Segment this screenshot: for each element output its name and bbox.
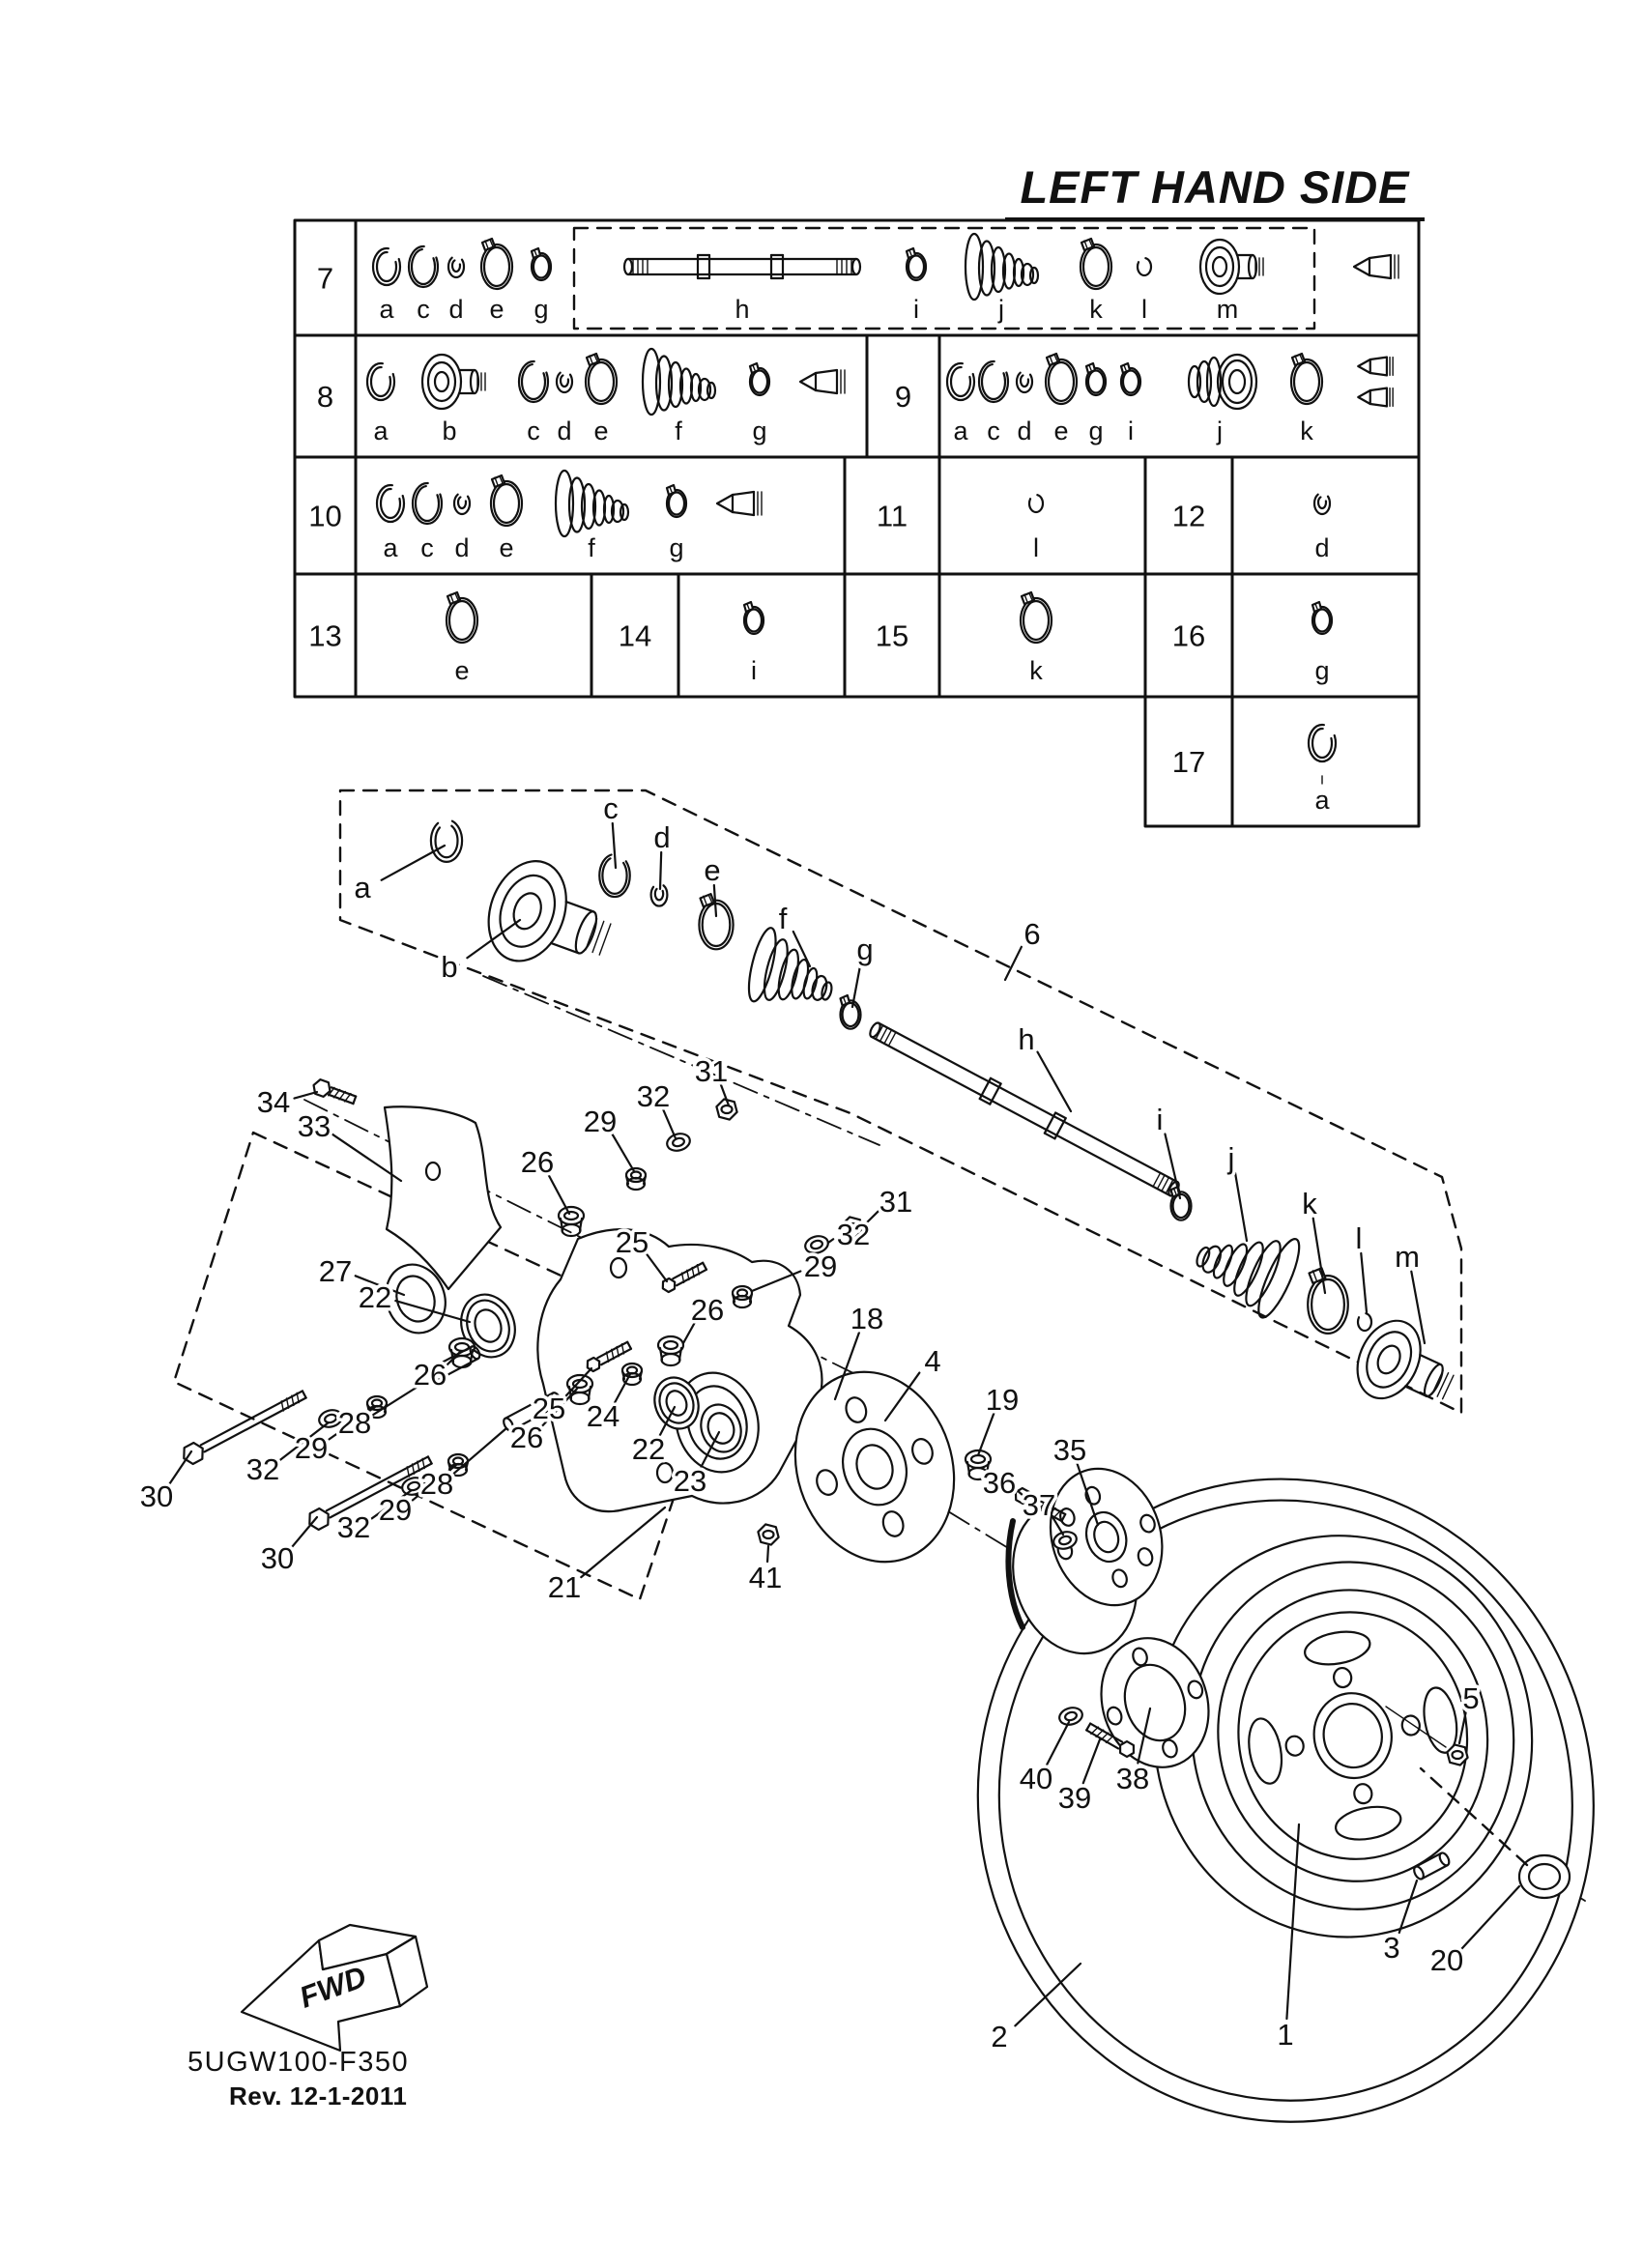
part-letter-label: k: [1029, 656, 1043, 685]
table-section-10: [295, 457, 845, 574]
part-letter-label: k: [1300, 416, 1313, 445]
table-section-9: [867, 335, 1419, 457]
part-letter-label: c: [987, 416, 1000, 445]
part-letter-label: j: [1217, 416, 1223, 445]
callout-label-29: 29: [583, 1105, 618, 1138]
table-row-number: 16: [1171, 618, 1206, 653]
part-letter-label: b: [442, 416, 457, 445]
part-icon-bigclamp: [1291, 354, 1322, 404]
part-letter-label: j: [998, 295, 1004, 324]
part-letter-label: i: [913, 295, 919, 324]
part-icon-clip: [1017, 371, 1032, 392]
callout-label-22: 22: [631, 1432, 666, 1466]
part-letter-label: d: [454, 533, 470, 562]
part-icon-clip: [557, 371, 572, 392]
part-icon-circlip: [377, 485, 404, 522]
table-row-number: 13: [308, 618, 342, 653]
callout-label-40: 40: [1019, 1762, 1053, 1795]
part-letter-label: f: [675, 416, 682, 445]
part-letter-label: f: [588, 533, 595, 562]
callout-label-4: 4: [924, 1344, 941, 1378]
callout-label-35: 35: [1052, 1433, 1087, 1467]
part-icon-bigclamp: [1021, 592, 1052, 643]
part-letter-label: i: [1128, 416, 1134, 445]
callout-label-37: 37: [1022, 1488, 1056, 1522]
callout-label-a: a: [354, 871, 371, 904]
callout-label-28: 28: [419, 1467, 454, 1501]
part-icon-circlip: [947, 363, 974, 400]
drawing-number: 5UGW100-F350: [187, 2047, 410, 2078]
callout-label-26: 26: [509, 1421, 544, 1454]
callout-label-29: 29: [294, 1431, 329, 1465]
callout-label-32: 32: [636, 1079, 671, 1113]
callout-label-36: 36: [982, 1466, 1017, 1500]
part-icon-smallclamp: [744, 602, 764, 634]
part-letter-label: e: [1053, 416, 1069, 445]
part-icon-tinyring: [1029, 495, 1043, 512]
callout-label-41: 41: [748, 1561, 783, 1594]
fwd-arrow-icon: [242, 1925, 427, 2051]
table-row-number: 7: [316, 261, 334, 296]
part-icon-tinyring: [1138, 258, 1151, 275]
part-icon-bigclamp: [586, 354, 617, 404]
table-row-number: 17: [1171, 745, 1206, 779]
callout-label-30: 30: [260, 1541, 295, 1575]
part-letter-label: i: [751, 656, 757, 685]
callout-label-32: 32: [336, 1510, 371, 1544]
part-letter-label: g: [1314, 656, 1330, 685]
table-section-7: [295, 220, 1419, 335]
parts-table: [295, 220, 1419, 826]
part-icon-bigclamp: [481, 239, 512, 289]
part-icon-bigclamp: [447, 592, 477, 643]
callout-label-23: 23: [673, 1464, 707, 1498]
part-icon-joint: [1200, 240, 1263, 294]
part-icon-snapring: [979, 361, 1008, 402]
part-letter-label: d: [1017, 416, 1032, 445]
table-row-number: 8: [316, 380, 334, 414]
part-icon-smallclamp: [1312, 602, 1332, 634]
part-letter-label: d: [448, 295, 464, 324]
part-icon-boot: [556, 471, 628, 536]
part-letter-label: m: [1216, 295, 1239, 324]
callout-label-33: 33: [297, 1109, 331, 1143]
callout-label-k: k: [1302, 1187, 1317, 1220]
part-icon-circlip: [367, 363, 394, 400]
table-section-8: [295, 335, 867, 457]
callout-label-f: f: [778, 902, 788, 935]
table-row-number: 15: [875, 618, 909, 653]
part-icon-clip: [454, 493, 470, 514]
callout-label-1: 1: [1277, 2018, 1294, 2052]
part-icon-clip: [1314, 493, 1330, 514]
table-row-number: 11: [876, 499, 908, 533]
part-icon-circlip: [1309, 725, 1336, 761]
table-section-11: [845, 457, 1145, 574]
callout-label-24: 24: [586, 1399, 620, 1433]
callout-label-b: b: [441, 950, 458, 984]
part-icon-bigclamp: [1081, 239, 1111, 289]
table-row-number: 9: [894, 380, 912, 414]
callout-label-22: 22: [358, 1280, 392, 1314]
callout-label-32: 32: [836, 1218, 871, 1251]
callout-label-31: 31: [694, 1054, 729, 1088]
callout-label-20: 20: [1429, 1943, 1464, 1977]
part-letter-label: k: [1089, 295, 1103, 324]
callout-label-l: l: [1355, 1221, 1363, 1255]
callout-label-c: c: [603, 791, 619, 825]
page-title: LEFT HAND SIDE: [1005, 160, 1425, 221]
callout-label-34: 34: [256, 1085, 291, 1119]
callout-label-i: i: [1156, 1103, 1164, 1136]
part-letter-label: c: [417, 295, 430, 324]
callout-label-d: d: [653, 820, 671, 854]
fwd-label: FWD: [295, 1959, 371, 2015]
part-icon-smallclamp: [750, 363, 769, 395]
callout-label-25: 25: [532, 1392, 566, 1425]
part-letter-label: e: [593, 416, 609, 445]
part-icon-nozzle: [1354, 255, 1398, 278]
part-letter-label: a: [373, 416, 389, 445]
part-icon-boot: [966, 234, 1038, 300]
part-letter-label: g: [752, 416, 767, 445]
revision-label: Rev. 12-1-2011: [229, 2081, 408, 2110]
callout-label-26: 26: [413, 1358, 447, 1392]
part-letter-label: a: [379, 295, 394, 324]
table-section-14: [591, 574, 845, 697]
part-letter-label: c: [527, 416, 540, 445]
part-letter-label: d: [1314, 533, 1330, 562]
part-icon-bigclamp: [491, 475, 522, 526]
part-icon-nozzle: [800, 370, 845, 393]
callout-label-6: 6: [1023, 917, 1041, 951]
callout-label-2: 2: [991, 2020, 1008, 2053]
part-letter-label: l: [1141, 295, 1147, 324]
part-letter-label: e: [489, 295, 504, 324]
part-letter-label: a: [383, 533, 398, 562]
callout-label-29: 29: [803, 1249, 838, 1283]
callout-label-27: 27: [318, 1254, 353, 1288]
part-icon-circlip: [373, 248, 400, 285]
part-icon-snapring: [519, 361, 548, 402]
callout-label-m: m: [1395, 1240, 1420, 1274]
part-letter-label: c: [420, 533, 434, 562]
part-letter-label: a: [1314, 786, 1330, 815]
part-letter-label: h: [735, 295, 750, 324]
callout-label-h: h: [1018, 1022, 1035, 1056]
table-section-16: [1145, 574, 1419, 697]
part-letter-label: d: [557, 416, 572, 445]
part-letter-label: l: [1033, 533, 1039, 562]
part-letter-label: a: [953, 416, 968, 445]
part-icon-smallclamp: [1121, 363, 1140, 395]
table-row-number: 10: [308, 499, 342, 533]
table-section-13: [295, 574, 591, 697]
part-icon-nozzle: [717, 492, 762, 515]
part-icon-smallclamp: [907, 248, 926, 280]
callout-label-26: 26: [520, 1145, 555, 1179]
table-section-12: [1145, 457, 1419, 574]
part-icon-bigclamp: [1046, 354, 1077, 404]
callout-label-25: 25: [615, 1225, 649, 1259]
callout-label-19: 19: [985, 1383, 1020, 1417]
part-letter-label: e: [499, 533, 514, 562]
callout-label-38: 38: [1115, 1762, 1150, 1795]
table-row-number: 12: [1171, 499, 1206, 533]
callout-label-26: 26: [690, 1293, 725, 1327]
callout-label-18: 18: [850, 1302, 884, 1335]
part-icon-clip: [448, 256, 464, 277]
part-icon-snapring: [409, 246, 438, 287]
part-icon-snapring: [413, 483, 442, 524]
callout-label-32: 32: [245, 1452, 280, 1486]
callout-label-e: e: [704, 853, 721, 887]
part-icon-smallclamp: [532, 248, 551, 280]
callout-label-g: g: [856, 933, 874, 966]
callout-label-5: 5: [1462, 1681, 1480, 1715]
callout-label-3: 3: [1383, 1931, 1400, 1965]
part-icon-shaft: [624, 255, 860, 278]
part-icon-smallclamp: [1086, 363, 1106, 395]
part-icon-nozzle2: [1358, 358, 1393, 407]
callout-label-21: 21: [547, 1570, 582, 1604]
callout-label-j: j: [1227, 1141, 1235, 1175]
table-section-17: [1145, 697, 1419, 826]
part-icon-boot: [643, 349, 715, 415]
part-letter-label: g: [669, 533, 684, 562]
part-letter-label: g: [1088, 416, 1104, 445]
callout-label-28: 28: [337, 1406, 372, 1440]
callout-label-30: 30: [139, 1479, 174, 1513]
part-icon-smallclamp: [667, 485, 686, 517]
callout-label-29: 29: [378, 1493, 413, 1527]
callout-label-31: 31: [879, 1185, 913, 1219]
table-section-15: [845, 574, 1145, 697]
part-icon-joint: [422, 355, 485, 409]
callout-label-39: 39: [1057, 1781, 1092, 1815]
table-row-number: 14: [618, 618, 652, 653]
part-letter-label: e: [454, 656, 470, 685]
part-letter-label: g: [533, 295, 549, 324]
part-icon-bootjoint: [1189, 355, 1256, 409]
